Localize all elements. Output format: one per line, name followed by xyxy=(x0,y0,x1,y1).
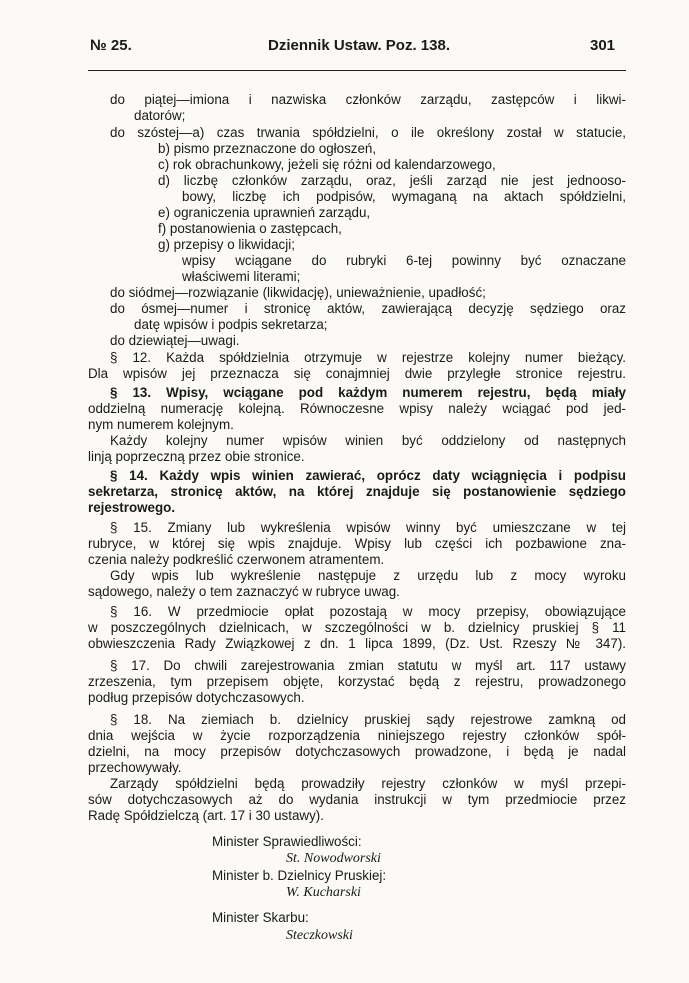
paragraph-13-line: linją poprzeczną przez obie stronice. xyxy=(88,449,305,464)
paragraph-18-line: dnia wejścia w życie rozporządzenia niniejszego rejestry członków spół- xyxy=(88,728,626,743)
paragraph-12-line: § 12. Każda spółdzielnia otrzymuje w rejestrze kolejny numer bieżący. xyxy=(110,350,626,365)
text-line: do piątej—imiona i nazwiska członków zarządu, zastępców i likwi- xyxy=(110,92,626,107)
text-line: datę wpisów i podpis sekretarza; xyxy=(134,317,328,332)
text-line: wpisy wciągane do rubryki 6-tej powinny być oznaczane xyxy=(182,253,626,268)
paragraph-15-line: Gdy wpis lub wykreślenie następuje z urzędu lub z mocy wyroku xyxy=(110,568,626,583)
signature-title: Minister Sprawiedliwości: xyxy=(212,834,362,849)
paragraph-14-line: sekretarza, stronicę aktów, na której znajduje się postanowienie sędziego xyxy=(88,484,626,499)
paragraph-13-line: § 13. Wpisy, wciągane pod każdym numerem rejestru, będą miały xyxy=(110,385,626,400)
issue-number: № 25. xyxy=(90,37,132,54)
paragraph-18-line: przechowywały. xyxy=(88,760,182,775)
page-number: 301 xyxy=(590,37,616,54)
paragraph-14-line: § 14. Każdy wpis winien zawierać, oprócz daty wciągnięcia i podpisu xyxy=(110,468,626,483)
paragraph-18-line: Radę Spółdzielczą (art. 17 i 30 ustawy). xyxy=(88,808,324,823)
text-line: g) przepisy o likwidacji; xyxy=(158,237,295,252)
paragraph-13-line: Każdy kolejny numer wpisów winien być oddzielony od następnych xyxy=(110,433,626,448)
paragraph-18-line: sów dotychczasowych aż do wydania instrukcji w tym przedmiocie przez xyxy=(88,792,626,807)
text-line: datorów; xyxy=(134,108,186,123)
paragraph-14-line: rejestrowego. xyxy=(88,500,176,515)
paragraph-18-line: Zarządy spółdzielni będą prowadziły rejestry członków w myśl przepi- xyxy=(110,776,626,791)
paragraph-15-line: rubryce, w której się wpis znajduje. Wpisy lub części ich pozbawione zna- xyxy=(88,536,626,551)
text-line: bowy, liczbę ich podpisów, wymaganą na aktach spółdzielni, xyxy=(182,189,626,204)
paragraph-17-line: podług przepisów dotychczasowych. xyxy=(88,690,305,705)
paragraph-17-line: zrzeszenia, tym przepisem objęte, korzystać będą z rejestru, prowadzonego xyxy=(88,674,626,689)
paragraph-16-line: w poszczególnych dzielnicach, w szczególności w b. dzielnicy pruskiej § 11 xyxy=(88,620,626,635)
paragraph-18-line: § 18. Na ziemiach b. dzielnicy pruskiej sądy rejestrowe zamkną od xyxy=(110,712,626,727)
text-line: do ósmej—numer i stronicę aktów, zawierającą decyzję sędziego oraz xyxy=(110,301,626,316)
paragraph-15-line: sądowego, należy o tem zaznaczyć w rubryce uwag. xyxy=(88,584,400,599)
text-line: b) pismo przeznaczone do ogłoszeń, xyxy=(158,141,377,156)
text-line: d) liczbę członków zarządu, oraz, jeśli zarząd nie jest jednooso- xyxy=(158,173,626,188)
paragraph-17-line: § 17. Do chwili zarejestrowania zmian statutu w myśl art. 117 ustawy xyxy=(110,658,626,673)
page-header xyxy=(0,38,689,60)
text-line: do siódmej—rozwiązanie (likwidację), unieważnienie, upadłość; xyxy=(110,285,486,300)
paragraph-15-line: § 15. Zmiany lub wykreślenia wpisów winny być umieszczane w tej xyxy=(110,520,626,535)
signature-name: Steczkowski xyxy=(286,928,353,943)
text-line: c) rok obrachunkowy, jeżeli się różni od kalendarzowego, xyxy=(158,157,496,172)
text-line: f) postanowienia o zastępcach, xyxy=(158,221,342,236)
paragraph-15-line: czenia należy podkreślić czerwonem atramentem. xyxy=(88,552,385,567)
paragraph-13-line: nym numerem kolejnym. xyxy=(88,417,234,432)
paragraph-18-line: dzielni, na mocy przepisów dotychczasowych prowadzone, i będą je nadal xyxy=(88,744,626,759)
text-line: do dziewiątej—uwagi. xyxy=(110,333,240,348)
header-rule xyxy=(88,70,626,71)
paragraph-12-line: Dla wpisów jej przeznacza się conajmniej dwie przyległe stronice rejestru. xyxy=(88,366,626,381)
text-line: e) ograniczenia uprawnień zarządu, xyxy=(158,205,371,220)
signature-name: W. Kucharski xyxy=(286,885,361,900)
signature-title: Minister Skarbu: xyxy=(212,910,309,925)
text-line: do szóstej—a) czas trwania spółdzielni, o ile określony został w statucie, xyxy=(110,125,626,140)
signature-title: Minister b. Dzielnicy Pruskiej: xyxy=(212,868,387,883)
paragraph-16-line: obwieszczenia Rady Związkowej z dn. 1 lipca 1899, (Dz. Ust. Rzeszy № 347). xyxy=(88,636,626,651)
paragraph-13-line: oddzielną numerację kolejną. Równoczesne wpisy należy wciągać pod jed- xyxy=(88,401,626,416)
signature-name: St. Nowodworski xyxy=(286,851,381,866)
paragraph-16-line: § 16. W przedmiocie opłat pozostają w mocy przepisy, obowiązujące xyxy=(110,604,626,619)
journal-title: Dziennik Ustaw. Poz. 138. xyxy=(268,37,450,54)
text-line: właściwemi literami; xyxy=(182,269,301,284)
